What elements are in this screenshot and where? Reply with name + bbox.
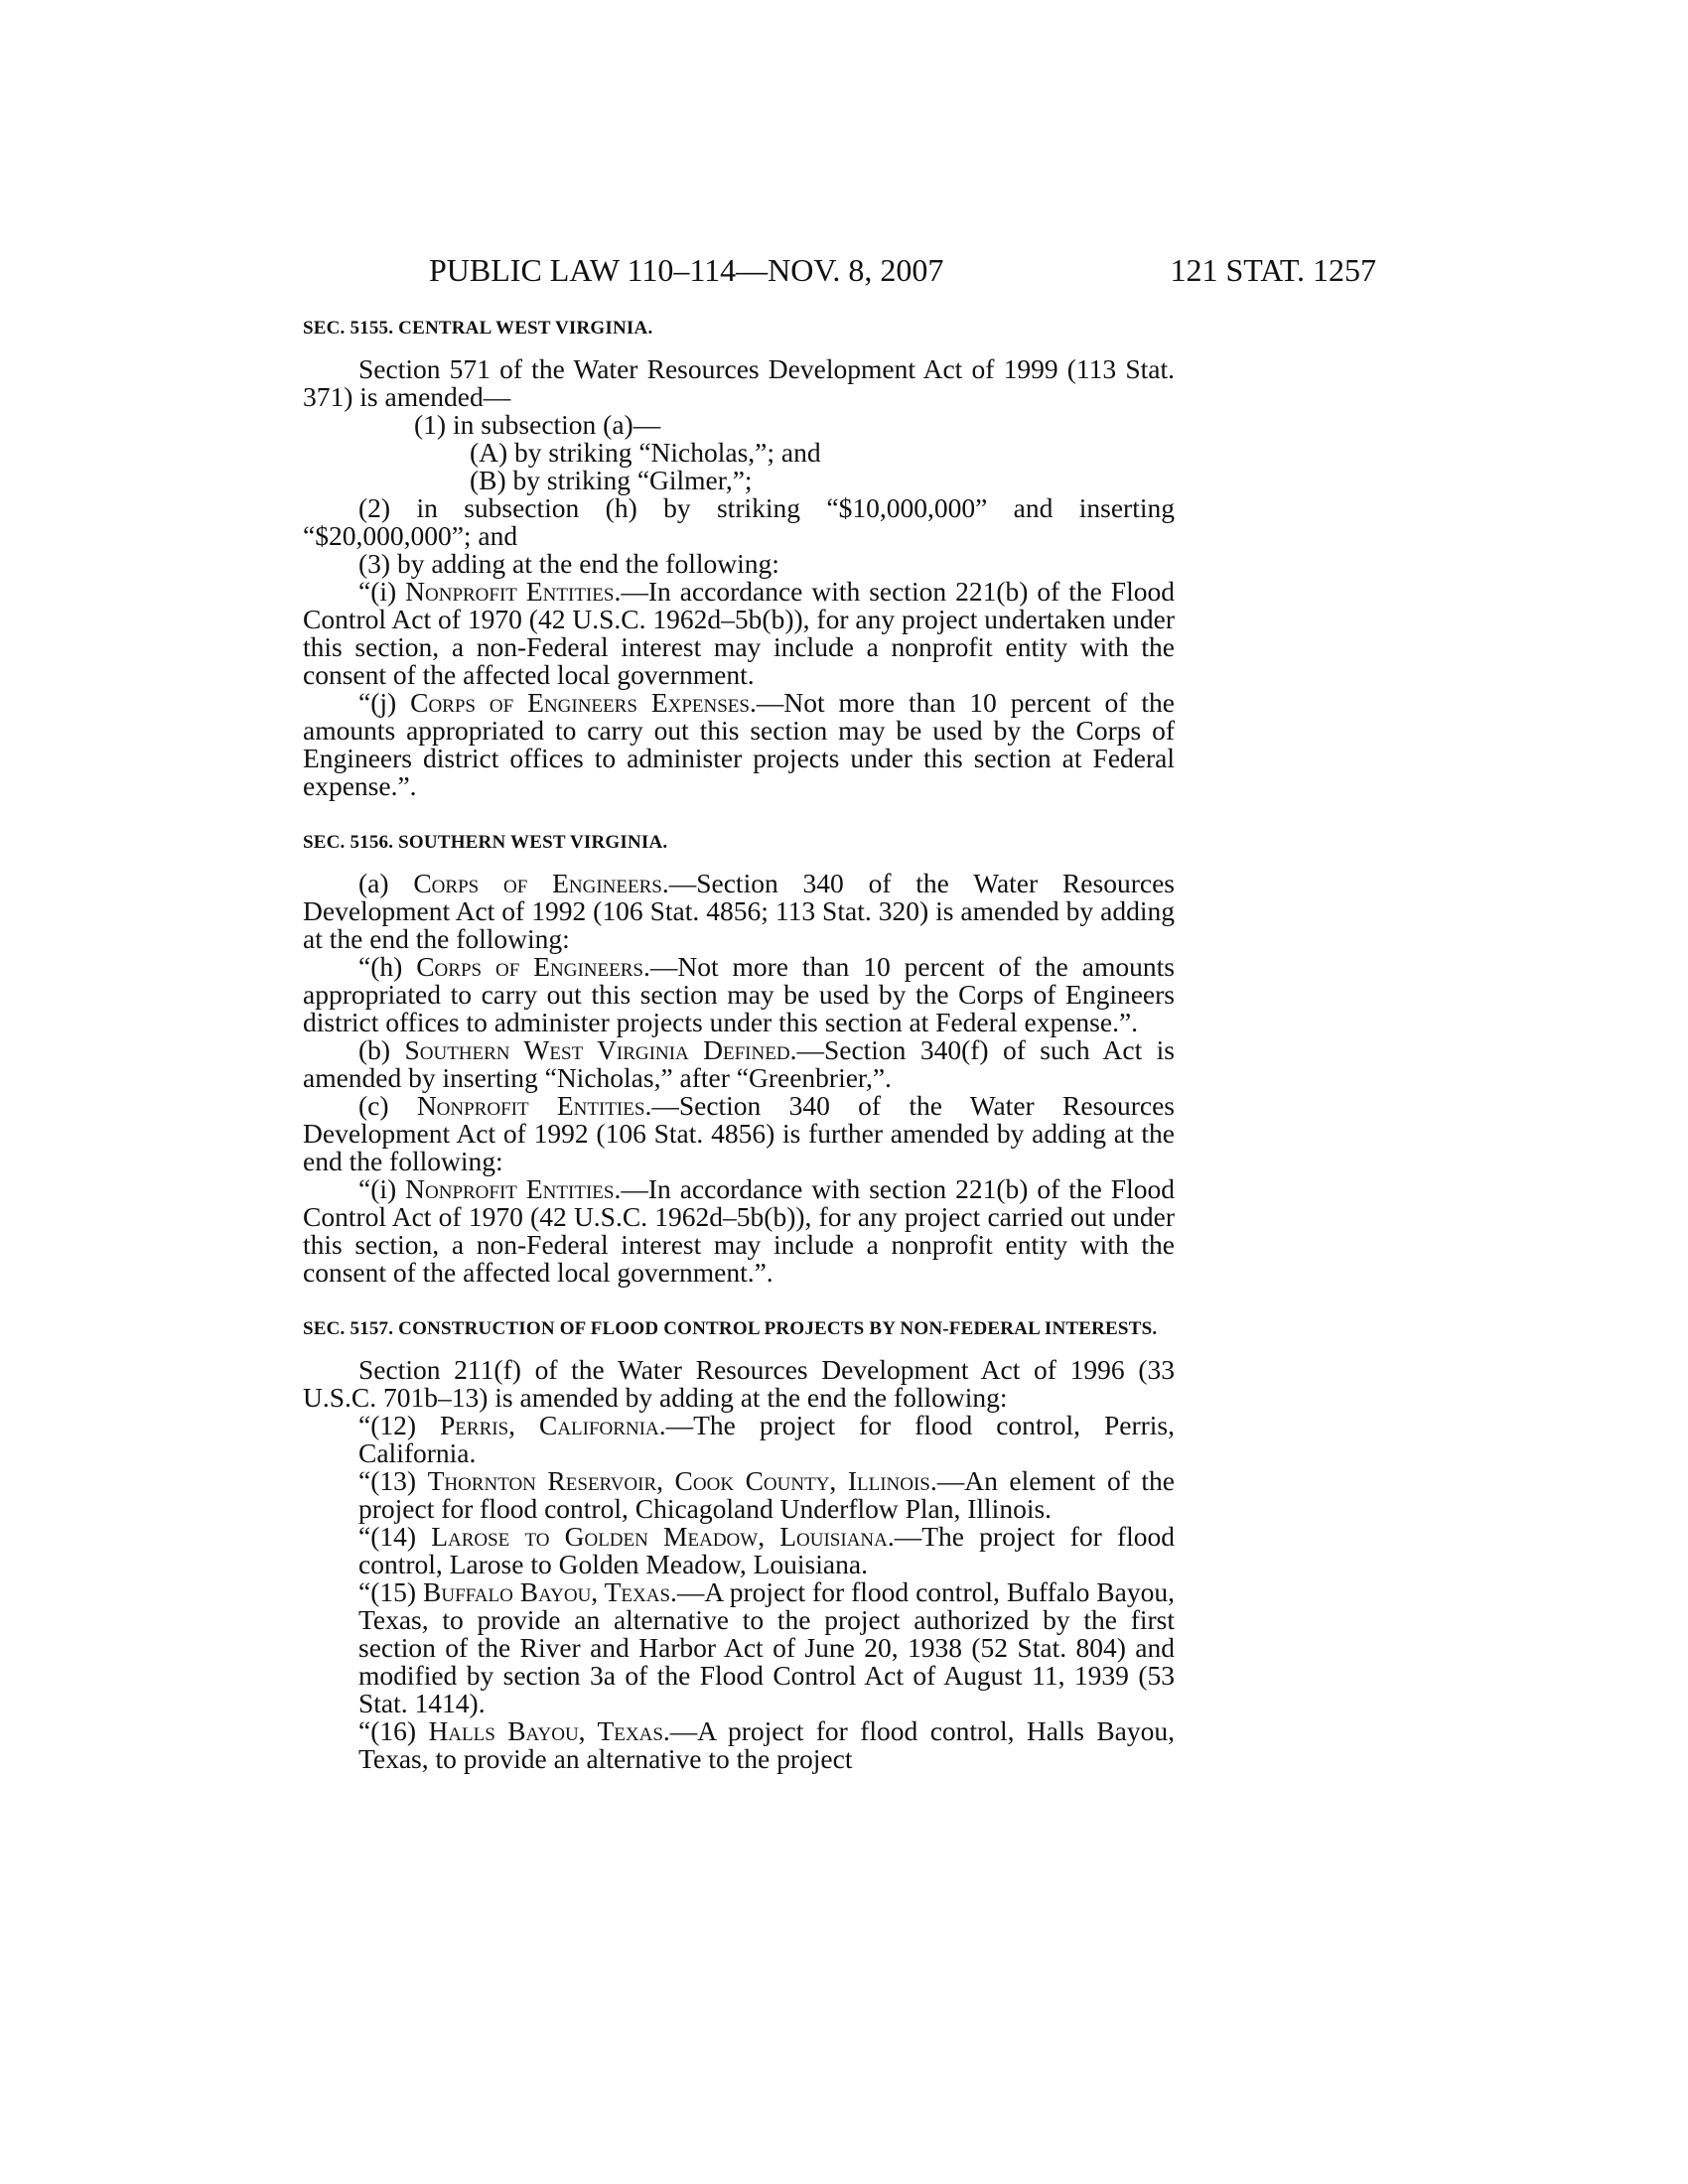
paragraph-12-prefix: “(12): [358, 1410, 440, 1440]
paragraph-16-caption: Halls Bayou, Texas: [428, 1715, 663, 1746]
subsection-h-caption: Corps of Engineers: [416, 951, 643, 982]
subsection-i-caption: Nonprofit Entities: [405, 1173, 615, 1204]
paragraph-12-caption: Perris, California: [440, 1410, 659, 1440]
section-5157-paragraph-16: [303, 1717, 1175, 1773]
paragraph-13-text: .—An element of the project for flood control, Chicagoland Underflow Plan, Illinois.: [358, 1465, 1175, 1524]
subsection-h-prefix: “(h): [358, 951, 417, 982]
subsection-i-caption: Nonprofit Entities: [405, 576, 615, 607]
section-heading-5156: SEC. 5156. SOUTHERN WEST VIRGINIA.: [303, 832, 668, 853]
running-title: PUBLIC LAW 110–114—NOV. 8, 2007: [429, 252, 944, 288]
subsection-c-prefix: (c): [358, 1090, 417, 1121]
subsection-a-text: .—Section 340 of the Water Resources Development Act of 1992 (106 Stat. 4856; 113 Stat. 320) is amended by adding at the end the following:: [303, 868, 1175, 954]
section-5155-subsection-j: [303, 689, 1175, 800]
paragraph-16-text: .—A project for flood control, Halls Bayou, Texas, to provide an alternative to the project: [358, 1715, 1175, 1774]
section-5156-subsection-b: [303, 1036, 1175, 1092]
section-heading-5157: SEC. 5157. CONSTRUCTION OF FLOOD CONTROL PROJECTS BY NON-FEDERAL INTERESTS.: [303, 1318, 1158, 1339]
subsection-i-text: .—In accordance with section 221(b) of the Flood Control Act of 1970 (42 U.S.C. 1962d–5b(b)), for any project carried out under this section, a non-Federal interest may include a nonprofit entity with the consent of the affected local government.”.: [303, 1173, 1175, 1288]
subsection-b-prefix: (b): [358, 1034, 405, 1065]
subsection-i-prefix: “(i): [358, 576, 406, 607]
subsection-j-caption: Corps of Engineers Expenses: [410, 687, 750, 718]
paragraph-13-caption: Thornton Reservoir, Cook County, Illinois: [427, 1465, 930, 1496]
section-5156-subsection-i: [303, 1175, 1175, 1287]
section-5155-item-1a: (A) by striking “Nicholas,”; and: [470, 437, 821, 468]
subsection-a-prefix: (a): [358, 868, 414, 898]
subsection-i-prefix: “(i): [358, 1173, 406, 1204]
paragraph-13-prefix: “(13): [358, 1465, 428, 1496]
paragraph-12-text: .—The project for flood control, Perris, California.: [358, 1410, 1175, 1468]
section-5155-item-2: (2) in subsection (h) by striking “$10,000,000” and inserting “$20,000,000”; and: [303, 492, 1175, 551]
stat-page-number: 121 STAT. 1257: [1170, 252, 1376, 288]
page-header: [300, 250, 1376, 290]
section-5155-item-3: (3) by adding at the end the following:: [358, 548, 779, 579]
subsection-b-caption: Southern West Virginia Defined: [404, 1034, 790, 1065]
paragraph-15-text: .—A project for flood control, Buffalo Bayou, Texas, to provide an alternative to the project authorized by the first section of the River and Harbor Act of June 20, 1938 (52 Stat. 804) and modified by section 3a of the Flood Control Act of August 11, 1939 (53 Stat. 1414).: [358, 1576, 1175, 1718]
document-body: [303, 316, 1175, 1773]
section-5156-subsection-a: [303, 870, 1175, 953]
subsection-i-text: .—In accordance with section 221(b) of the Flood Control Act of 1970 (42 U.S.C. 1962d–5b(b)), for any project undertaken under this section, a non-Federal interest may include a nonprofit entity with the consent of the affected local government.: [303, 576, 1175, 690]
paragraph-14-text: .—The project for flood control, Larose to Golden Meadow, Louisiana.: [358, 1521, 1175, 1579]
section-5157-intro: Section 211(f) of the Water Resources Development Act of 1996 (33 U.S.C. 701b–13) is amended by adding at the end the following:: [303, 1354, 1175, 1413]
section-5155-item-1b: (B) by striking “Gilmer,”;: [470, 465, 753, 495]
subsection-c-text: .—Section 340 of the Water Resources Development Act of 1992 (106 Stat. 4856) is further amended by adding at the end the following:: [303, 1090, 1175, 1176]
section-5155-subsection-i: [303, 578, 1175, 689]
subsection-j-text: .—Not more than 10 percent of the amounts appropriated to carry out this section may be used by the Corps of Engineers district offices to administer projects under this section at Federal expense.”.: [303, 687, 1175, 801]
section-5157-paragraph-15: [303, 1578, 1175, 1717]
subsection-j-prefix: “(j): [358, 687, 411, 718]
section-5157-paragraph-12: [303, 1412, 1175, 1467]
section-5156-subsection-c: [303, 1092, 1175, 1175]
subsection-c-caption: Nonprofit Entities: [416, 1090, 645, 1121]
paragraph-15-caption: Buffalo Bayou, Texas: [423, 1576, 671, 1607]
paragraph-14-prefix: “(14): [358, 1521, 432, 1552]
subsection-b-text: .—Section 340(f) of such Act is amended by inserting “Nicholas,” after “Greenbrier,”.: [303, 1034, 1175, 1093]
section-5156-subsection-h: [303, 953, 1175, 1036]
section-heading-5155: SEC. 5155. CENTRAL WEST VIRGINIA.: [303, 318, 653, 339]
section-5157-paragraph-13: [303, 1467, 1175, 1523]
subsection-h-text: .—Not more than 10 percent of the amounts appropriated to carry out this section may be used by the Corps of Engineers district offices to administer projects under this section at Federal expense.”.: [303, 951, 1175, 1037]
section-5157-paragraph-14: [303, 1523, 1175, 1578]
section-5155-intro: Section 571 of the Water Resources Development Act of 1999 (113 Stat. 371) is amended—: [303, 353, 1175, 412]
section-5155-item-1: (1) in subsection (a)—: [414, 409, 661, 440]
subsection-a-caption: Corps of Engineers: [413, 868, 662, 898]
paragraph-16-prefix: “(16): [358, 1715, 429, 1746]
paragraph-15-prefix: “(15): [358, 1576, 423, 1607]
paragraph-14-caption: Larose to Golden Meadow, Louisiana: [431, 1521, 888, 1552]
